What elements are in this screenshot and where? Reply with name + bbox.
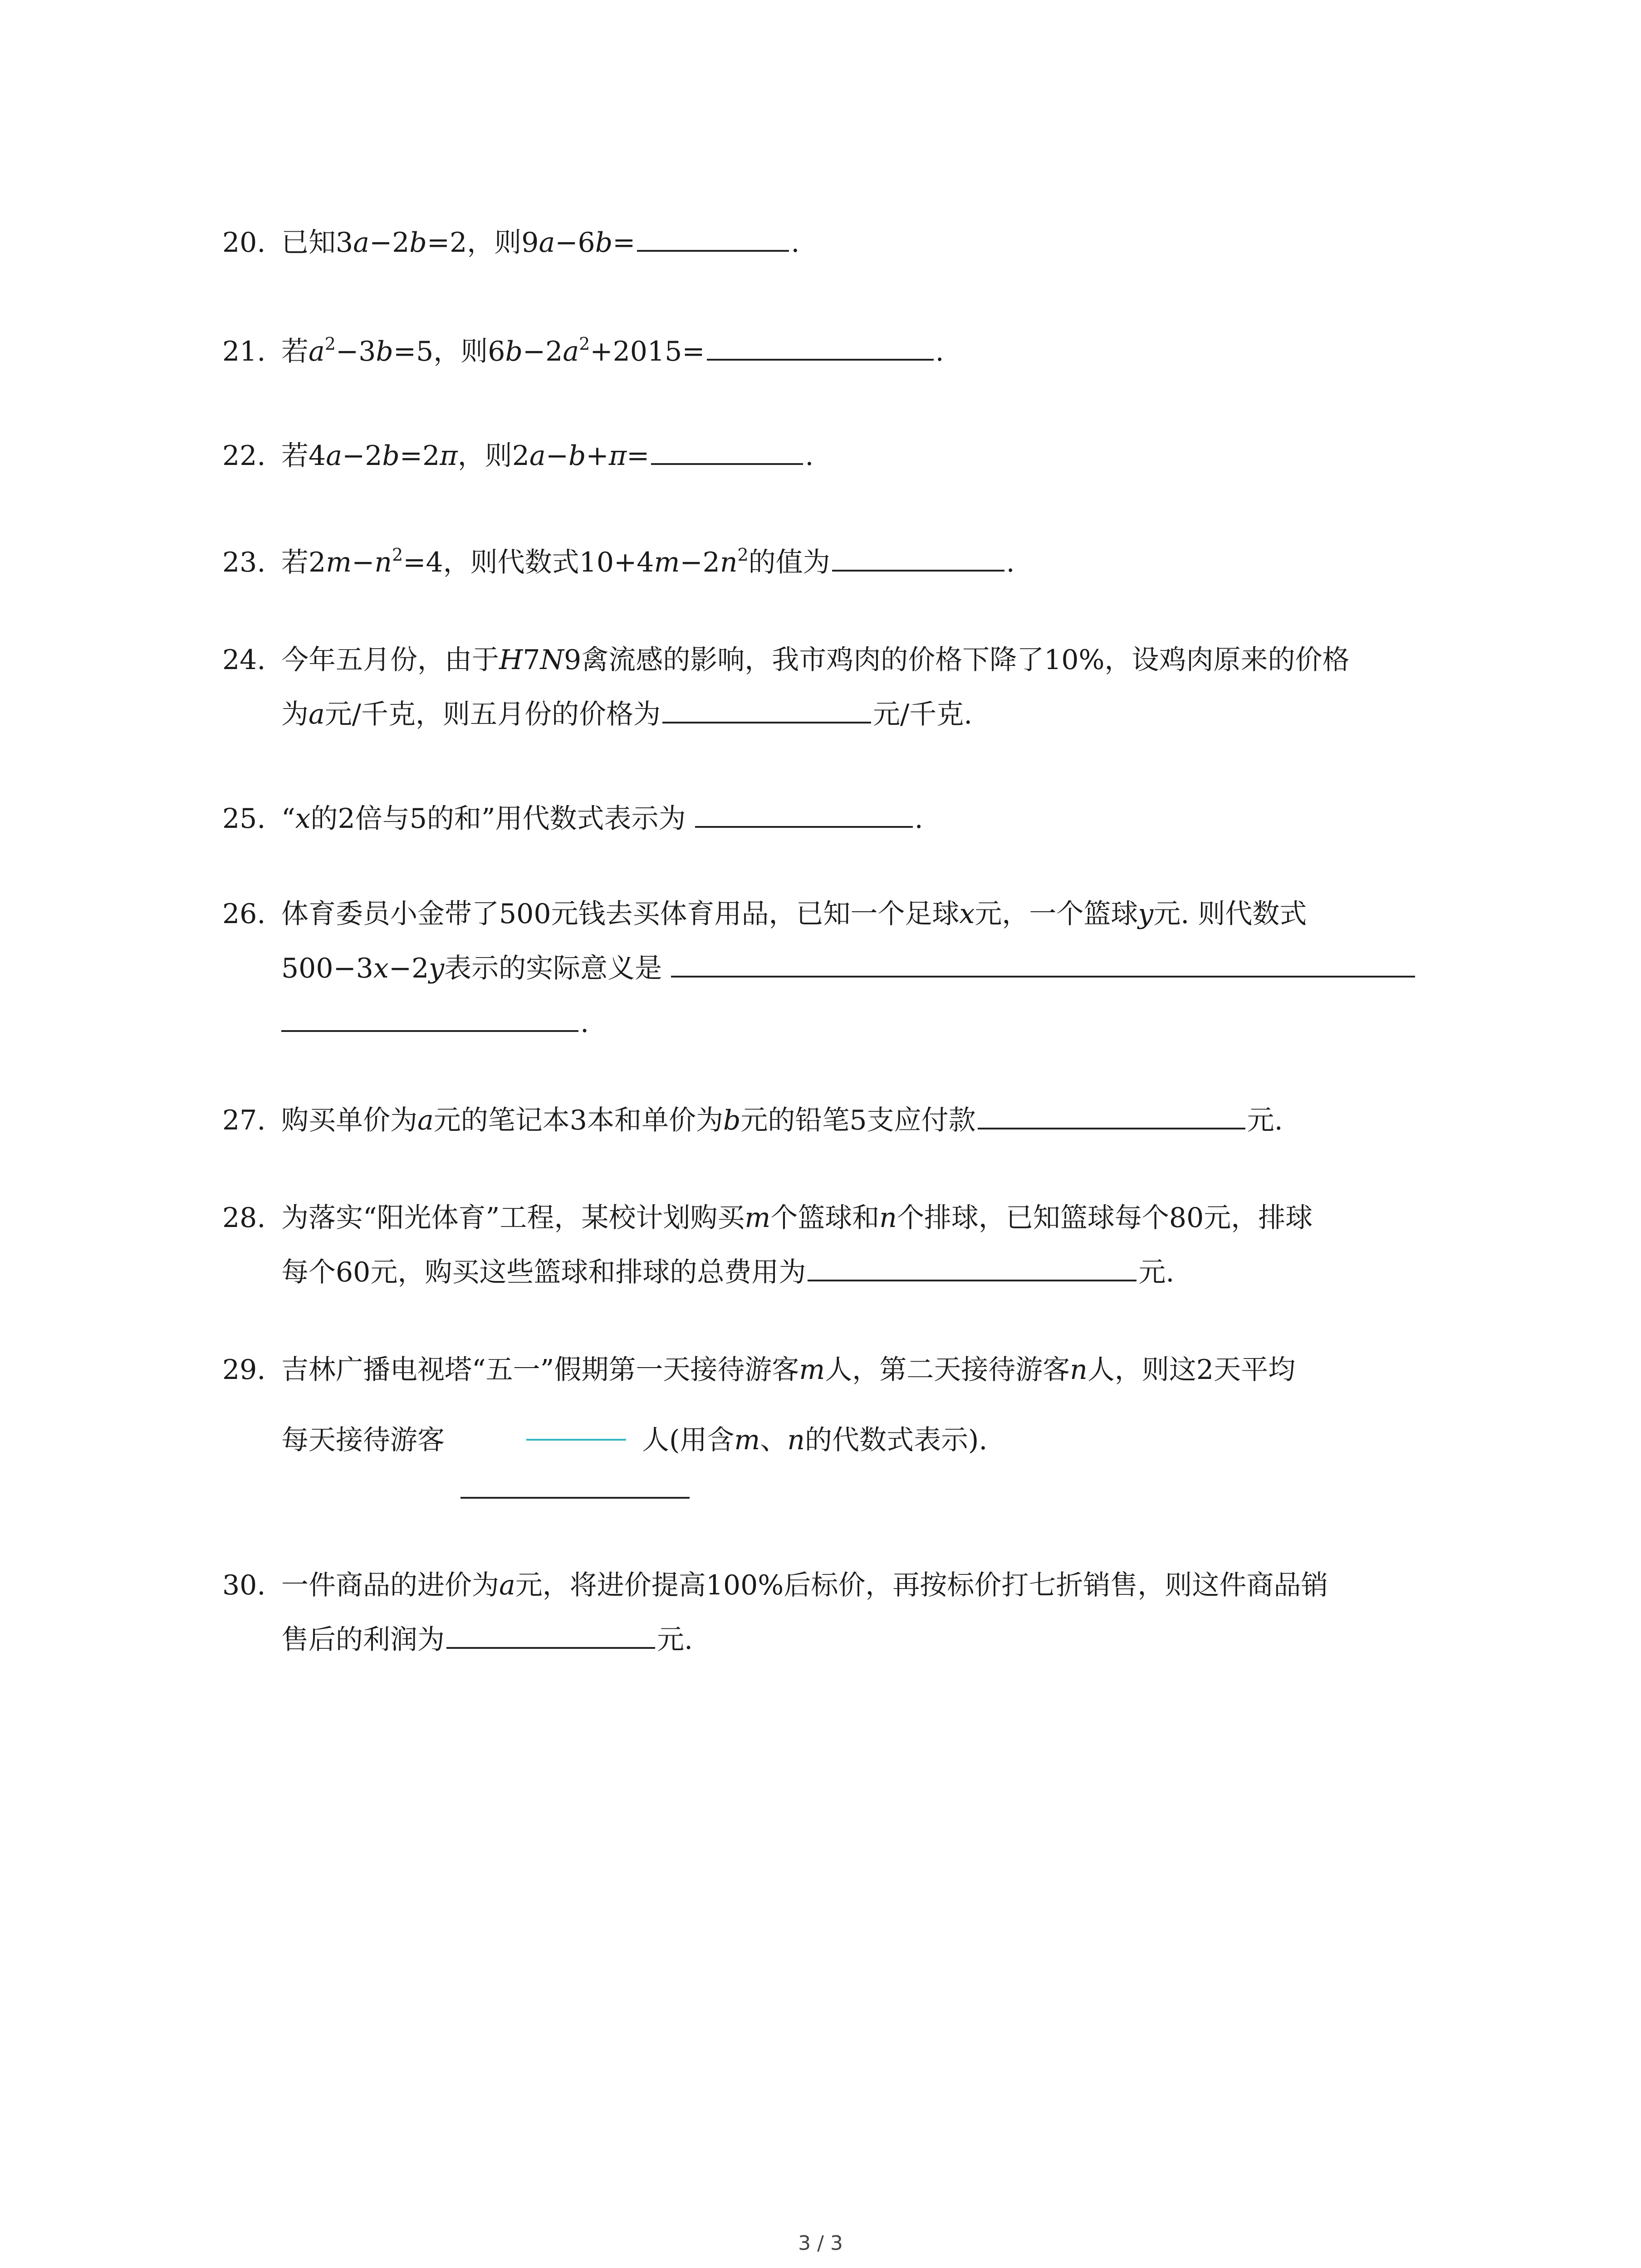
- question-number: 20.: [222, 227, 266, 259]
- answer-blank[interactable]: [637, 225, 789, 252]
- answer-blank[interactable]: [651, 438, 803, 465]
- answer-blank-line-1[interactable]: [671, 950, 1415, 978]
- question-number: 25.: [222, 803, 266, 835]
- answer-blank[interactable]: [707, 333, 934, 361]
- answer-hint-line: [526, 1439, 626, 1441]
- answer-blank[interactable]: [695, 801, 913, 828]
- question-number: 21.: [222, 336, 266, 367]
- question-number: 23.: [222, 547, 266, 578]
- answer-blank[interactable]: [832, 544, 1004, 572]
- answer-blank-line-2[interactable]: [281, 1005, 578, 1032]
- answer-blank[interactable]: [978, 1102, 1245, 1129]
- answer-blank[interactable]: [460, 1497, 690, 1499]
- question-number: 28.: [222, 1202, 266, 1234]
- answer-blank[interactable]: [808, 1254, 1136, 1281]
- question-number: 26.: [222, 898, 266, 930]
- document-page: 20. 已知3a−2b=2，则9a−6b= . 21. 若$a^2-3b=5$，则$6b-2a^2+2015=$ . 22. 若4a−2b=2π，则2a−b+π= . 23. 若$2m-n^2=4$，则代数式$10+4m-2n^2$的值为 . 24. 今年五月份，由于H7N9禽流感的影响，我市鸡肉的价格下降了10%，设鸡肉原来的价格 为a元/千克，则五月份的价格为 元/千克. 25. “x的2倍与5的和”用代数式表示为 . 26. 体育委员小金带了500元钱去买体育用品，已知一个足球x元，一个篮球y元. 则代数式 500−3x−2y表示的实际意义是 . 27. 购买单价为a元的笔记本3本和单价为b元的铅笔5支应付款 元. 28. 为落实“阳光体育”工程，某校计划购买m个篮球和n个排球，已知篮球每个80元，排球 每个60元，购买这些篮球和排球的总费用为 元. 29. 吉林广播电视塔“五一”假期第一天接待游客m人，第二天接待游客n人，则这2天平均 每天接待游客 人(用含m、n的代数式表示). 30. 一件商品的进价为a元，将进价提高100%后标价，再按标价打七折销售，则这件商品销 售后的利润为 元. 3 / 3: [0, 0, 1641, 2268]
- page-number: 3 / 3: [798, 2232, 843, 2255]
- question-number: 22.: [222, 440, 266, 472]
- question-number: 30.: [222, 1569, 266, 1601]
- answer-blank[interactable]: [446, 1622, 655, 1649]
- question-number: 27.: [222, 1105, 266, 1136]
- answer-blank[interactable]: [662, 696, 871, 723]
- question-number: 24.: [222, 644, 266, 676]
- question-number: 29.: [222, 1354, 266, 1386]
